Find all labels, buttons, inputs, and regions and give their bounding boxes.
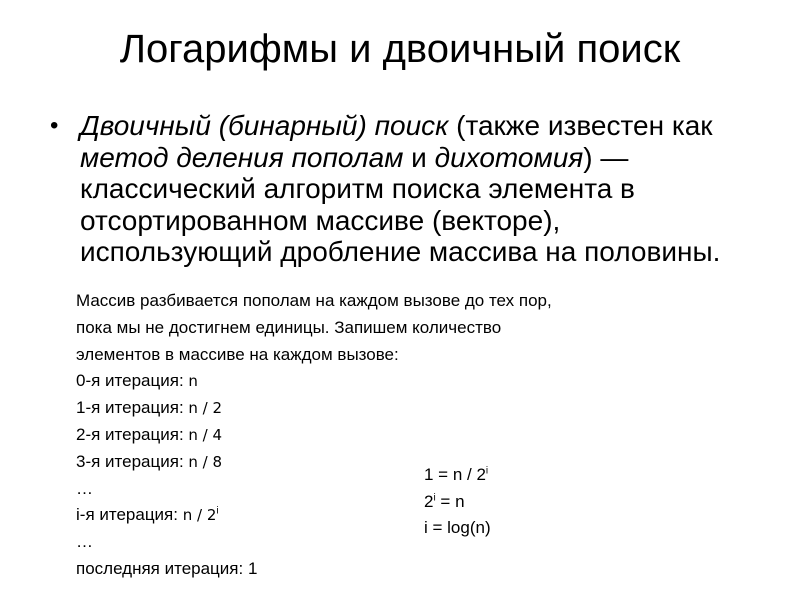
iteration-label: 2-я итерация: bbox=[76, 424, 189, 444]
formula-2-exponent: i bbox=[433, 491, 436, 503]
iteration-value: n / 8 bbox=[188, 452, 223, 471]
notes-intro-line-1: Массив разбивается пополам на каждом вызове до тех пор, bbox=[76, 291, 552, 310]
ellipsis-2: … bbox=[76, 532, 93, 552]
iteration-label: 0-я итерация: bbox=[76, 371, 189, 391]
iteration-value: n / 4 bbox=[188, 425, 223, 444]
notes-intro-line-2: пока мы не достигнем единицы. Запишем количество bbox=[76, 317, 502, 337]
formula-1 bbox=[424, 462, 624, 489]
formula-2 bbox=[424, 489, 624, 516]
term-dichotomy: дихотомия bbox=[434, 141, 584, 173]
iteration-label: 1-я итерация: bbox=[76, 398, 189, 418]
formula-1-exponent: i bbox=[485, 465, 489, 477]
iteration-value: n bbox=[188, 372, 198, 391]
iteration-value: n / 2 bbox=[182, 506, 217, 525]
bullet-text-part-2: и bbox=[403, 141, 435, 173]
iteration-2 bbox=[76, 422, 716, 449]
iteration-1 bbox=[76, 395, 716, 422]
formulas bbox=[424, 462, 624, 542]
slide-title: Логарифмы и двоичный поиск bbox=[119, 27, 681, 71]
term-binary-search: Двоичный (бинарный) поиск bbox=[80, 110, 449, 141]
iteration-label: i-я итерация: bbox=[76, 505, 183, 525]
iteration-last: последняя итерация: 1 bbox=[76, 558, 258, 578]
bullet-text-part-3: ) — классический алгоритм поиска элемента в отсортированном массиве (векторе), использующий дробление массива на половины. bbox=[80, 141, 721, 267]
iteration-exponent: i bbox=[216, 505, 219, 517]
bullet-text bbox=[80, 110, 750, 268]
formula-3: i = log(n) bbox=[424, 518, 491, 537]
iteration-value: n / 2 bbox=[188, 399, 223, 418]
formula-2-text: = n bbox=[435, 491, 465, 511]
iteration-label: 3-я итерация: bbox=[76, 451, 189, 471]
iteration-0 bbox=[76, 368, 716, 395]
bullet-text-part-1: (также известен как bbox=[448, 110, 713, 141]
formula-2-base: 2 bbox=[424, 491, 434, 511]
ellipsis-1: … bbox=[76, 478, 93, 498]
formula-1-text: 1 = n / 2 bbox=[424, 465, 486, 484]
notes-intro-line-3: элементов в массиве на каждом вызове: bbox=[76, 344, 399, 364]
term-bisection: метод деления пополам bbox=[80, 141, 404, 173]
bullet-marker: • bbox=[50, 112, 59, 139]
